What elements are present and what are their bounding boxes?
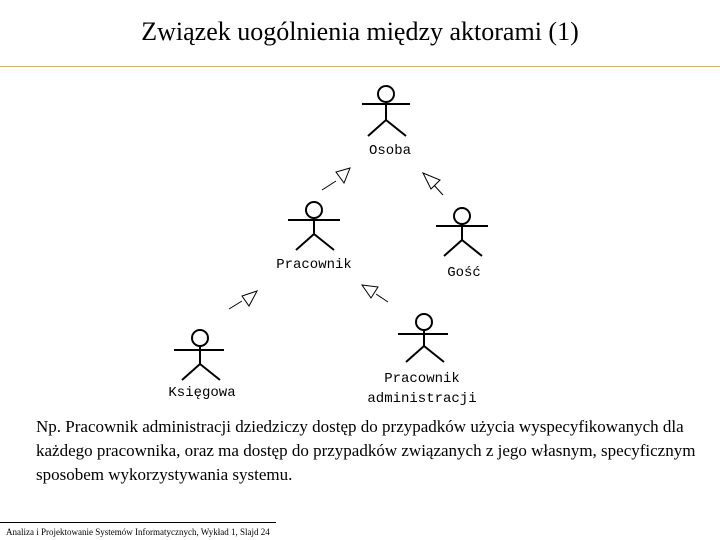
actor-label-pracownik-administracji-line2: administracji xyxy=(367,391,477,407)
actor-label-gosc: Gość xyxy=(447,265,481,281)
slide-title: Związek uogólnienia między aktorami (1) xyxy=(141,17,579,46)
generalization-arrow-pracownik-osoba xyxy=(322,168,350,190)
actor-label-ksiegowa: Księgowa xyxy=(168,385,236,401)
generalization-arrow-pracownik-administracji-pracownik xyxy=(362,285,388,302)
actor-label-pracownik: Pracownik xyxy=(276,257,352,273)
actor-osoba xyxy=(362,86,410,136)
actor-ksiegowa xyxy=(174,330,224,380)
actor-pracownik-administracji xyxy=(398,314,448,362)
actor-gosc xyxy=(436,208,488,256)
generalization-arrow-ksiegowa-pracownik xyxy=(229,291,257,309)
actor-label-pracownik-administracji-line1: Pracownik xyxy=(384,371,460,387)
explanation-note: Np. Pracownik administracji dziedziczy dostęp do przypadków użycia wyspecyfikowanych dla każdego pracownika, oraz ma dostęp do przypadków związanych z jego własnym, specyficznym sposobem wykorzystywania systemu. xyxy=(36,417,696,484)
generalization-arrow-gosc-osoba xyxy=(423,173,443,195)
slide-footer: Analiza i Projektowanie Systemów Informatycznych, Wykład 1, Slajd 24 xyxy=(0,522,276,540)
actor-label-osoba: Osoba xyxy=(368,143,412,159)
actor-pracownik xyxy=(288,202,340,250)
